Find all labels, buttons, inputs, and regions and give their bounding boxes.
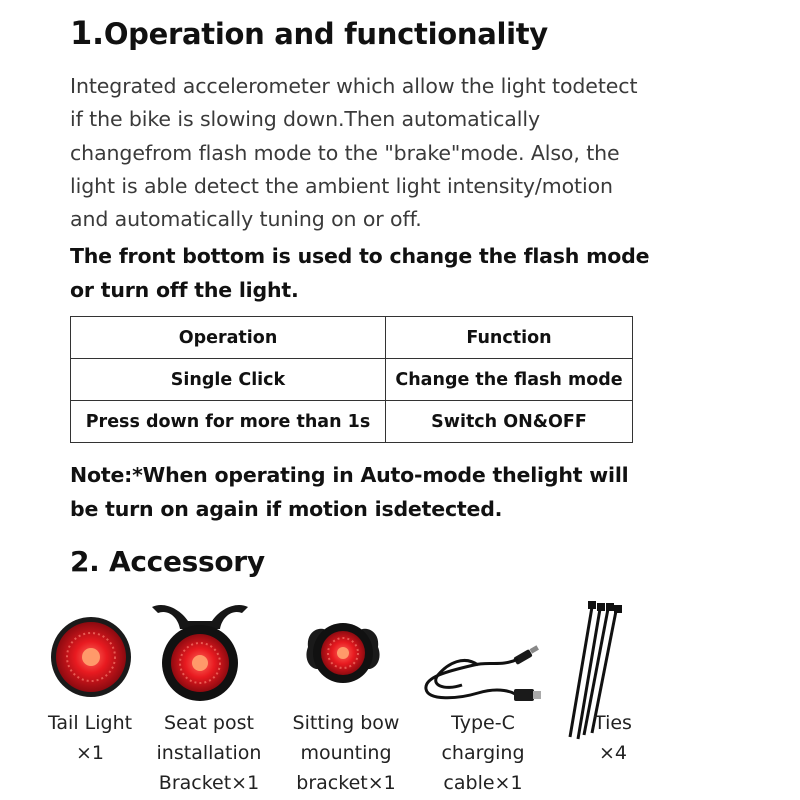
caption-line: installation — [156, 742, 262, 764]
paragraph-line: changefrom flash mode to the "brake"mode. Also, the — [70, 140, 620, 165]
caption-line: ×4 — [598, 742, 627, 764]
table-cell: Change the flash mode — [386, 359, 633, 401]
section-2-number: 2. — [70, 545, 100, 578]
caption-line: Ties — [594, 712, 632, 734]
caption-line: mounting — [300, 742, 392, 764]
header-function: Function — [386, 317, 633, 359]
table-cell: Press down for more than 1s — [71, 401, 386, 443]
paragraph-line: and automatically tuning on or off. — [70, 207, 422, 232]
operation-table — [70, 316, 633, 443]
caption-line: Bracket×1 — [158, 772, 260, 794]
accessory-caption-cable — [413, 708, 553, 798]
button-usage-text — [70, 240, 649, 307]
note-line: be turn on again if motion isdetected. — [70, 496, 503, 521]
header-operation: Operation — [71, 317, 386, 359]
table-cell: Switch ON&OFF — [386, 401, 633, 443]
caption-line: Tail Light — [47, 712, 133, 734]
usb-c-cable-icon — [418, 595, 542, 705]
table-cell: Single Click — [71, 359, 386, 401]
table-header-row — [71, 317, 633, 359]
bold-line: The front bottom is used to change the flash mode — [70, 244, 650, 268]
table-row — [71, 401, 633, 443]
section-1-number: 1. — [70, 14, 104, 52]
caption-line: Seat post — [164, 712, 254, 734]
caption-line: Type-C — [451, 712, 515, 734]
seat-post-bracket-icon — [150, 595, 250, 705]
description-paragraph — [70, 70, 690, 236]
paragraph-line: light is able detect the ambient light intensity/motion — [70, 173, 613, 198]
section-2-title: Accessory — [108, 545, 265, 578]
accessory-caption-ties — [543, 708, 683, 768]
tail-light-icon — [48, 595, 134, 705]
accessory-caption-bow-bracket — [276, 708, 416, 798]
section-1-heading — [70, 14, 548, 52]
note-line: Note:*When operating in Auto-mode thelight will — [70, 463, 629, 487]
paragraph-line: if the bike is slowing down.Then automatically — [70, 107, 540, 132]
caption-line: charging — [441, 742, 525, 764]
section-1-title: Operation and functionality — [103, 17, 548, 51]
caption-line: bracket×1 — [296, 772, 396, 794]
note-text — [70, 459, 628, 526]
caption-line: cable×1 — [443, 772, 523, 794]
caption-line: ×1 — [75, 742, 104, 764]
paragraph-line: Integrated accelerometer which allow the light todetect — [70, 74, 638, 98]
table-row — [71, 359, 633, 401]
section-2-heading — [70, 545, 265, 578]
bow-bracket-icon — [298, 595, 388, 705]
accessory-caption-seat-post — [139, 708, 279, 798]
caption-line: Sitting bow — [292, 712, 400, 734]
bold-line: or turn off the light. — [70, 277, 299, 302]
